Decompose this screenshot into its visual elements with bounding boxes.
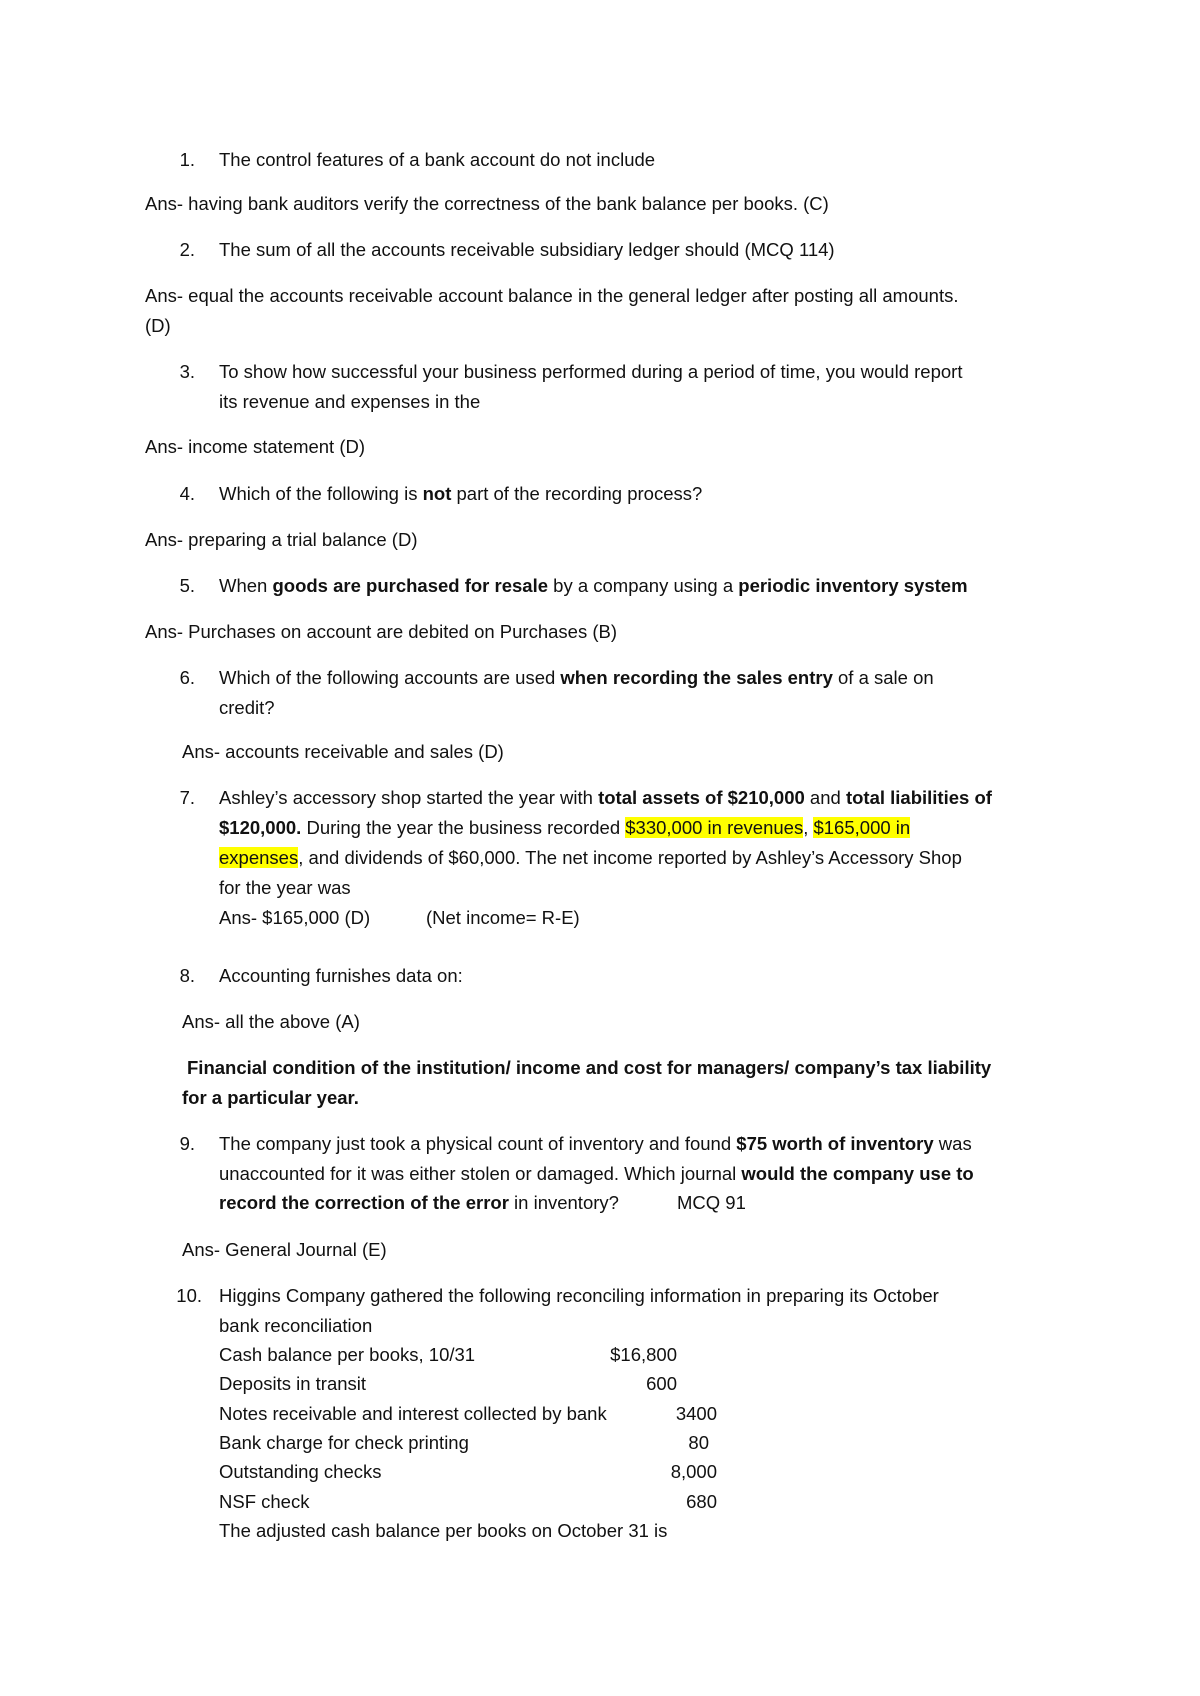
- question-number-6: 6.: [179, 667, 195, 688]
- answer-7: Ans- $165,000 (D): [219, 907, 371, 928]
- answer-4: Ans- preparing a trial balance (D): [145, 529, 418, 550]
- question-9-line-2: unaccounted for it was either stolen or damaged. Which journal would the company use to: [219, 1163, 974, 1184]
- answer-7-note: (Net income= R-E): [426, 907, 580, 928]
- reconciliation-value-deposits: 600: [646, 1373, 677, 1394]
- question-number-4: 4.: [179, 483, 195, 504]
- answer-9: Ans- General Journal (E): [182, 1239, 387, 1260]
- question-10-closing: The adjusted cash balance per books on October 31 is: [219, 1520, 668, 1541]
- reconciliation-value-cash-balance: $16,800: [610, 1344, 677, 1365]
- question-7-line-1: Ashley’s accessory shop started the year with total assets of $210,000 and total liabilities of: [219, 787, 992, 808]
- question-7-line-2: $120,000. During the year the business recorded $330,000 in revenues, $165,000 in: [219, 817, 911, 838]
- reconciliation-value-bank-charge: 80: [688, 1432, 709, 1453]
- question-5: When goods are purchased for resale by a company using a periodic inventory system: [219, 575, 968, 596]
- question-number-5: 5.: [179, 575, 195, 596]
- question-10-line-2: bank reconciliation: [219, 1315, 373, 1336]
- question-7-line-4: for the year was: [219, 877, 351, 898]
- reconciliation-value-nsf-check: 680: [686, 1491, 717, 1512]
- question-3-line-2: its revenue and expenses in the: [219, 391, 481, 412]
- question-9-line-3: record the correction of the error in inventory?: [219, 1192, 619, 1213]
- answer-2-line-1: Ans- equal the accounts receivable account balance in the general ledger after posting all amounts.: [145, 285, 959, 306]
- question-number-7: 7.: [179, 787, 195, 808]
- answer-1: Ans- having bank auditors verify the correctness of the bank balance per books. (C): [145, 193, 829, 214]
- answer-3: Ans- income statement (D): [145, 436, 366, 457]
- answer-8-detail-line-2: for a particular year.: [182, 1087, 359, 1108]
- answer-2-line-2: (D): [145, 315, 171, 336]
- reconciliation-label-outstanding-checks: Outstanding checks: [219, 1461, 382, 1482]
- reconciliation-label-nsf-check: NSF check: [219, 1491, 310, 1512]
- question-1: The control features of a bank account do not include: [219, 149, 656, 170]
- answer-6: Ans- accounts receivable and sales (D): [182, 741, 504, 762]
- question-9-line-1: The company just took a physical count of inventory and found $75 worth of inventory was: [219, 1133, 972, 1154]
- reconciliation-label-bank-charge: Bank charge for check printing: [219, 1432, 469, 1453]
- question-9-reference: MCQ 91: [677, 1192, 746, 1213]
- question-number-3: 3.: [179, 361, 195, 382]
- question-8: Accounting furnishes data on:: [219, 965, 463, 986]
- answer-8-detail-line-1: Financial condition of the institution/ income and cost for managers/ company’s tax liability: [187, 1057, 992, 1078]
- question-3-line-1: To show how successful your business performed during a period of time, you would report: [219, 361, 963, 382]
- question-number-10: 10.: [176, 1285, 202, 1306]
- reconciliation-label-deposits: Deposits in transit: [219, 1373, 367, 1394]
- question-number-1: 1.: [179, 149, 195, 170]
- question-4: Which of the following is not part of the recording process?: [219, 483, 703, 504]
- question-number-2: 2.: [179, 239, 195, 260]
- reconciliation-value-notes-receivable: 3400: [675, 1403, 717, 1424]
- answer-5: Ans- Purchases on account are debited on Purchases (B): [145, 621, 618, 642]
- question-number-9: 9.: [179, 1133, 195, 1154]
- question-7-line-3: expenses, and dividends of $60,000. The net income reported by Ashley’s Accessory Shop: [219, 847, 962, 868]
- question-6-line-2: credit?: [219, 697, 275, 718]
- reconciliation-label-notes-receivable: Notes receivable and interest collected by bank: [219, 1403, 607, 1424]
- reconciliation-value-outstanding-checks: 8,000: [670, 1461, 717, 1482]
- reconciliation-label-cash-balance: Cash balance per books, 10/31: [219, 1344, 476, 1365]
- question-6-line-1: Which of the following accounts are used when recording the sales entry of a sale on: [219, 667, 934, 688]
- question-10-line-1: Higgins Company gathered the following reconciling information in preparing its October: [219, 1285, 939, 1306]
- question-2: The sum of all the accounts receivable subsidiary ledger should (MCQ 114): [219, 239, 835, 260]
- question-number-8: 8.: [179, 965, 195, 986]
- answer-8: Ans- all the above (A): [182, 1011, 360, 1032]
